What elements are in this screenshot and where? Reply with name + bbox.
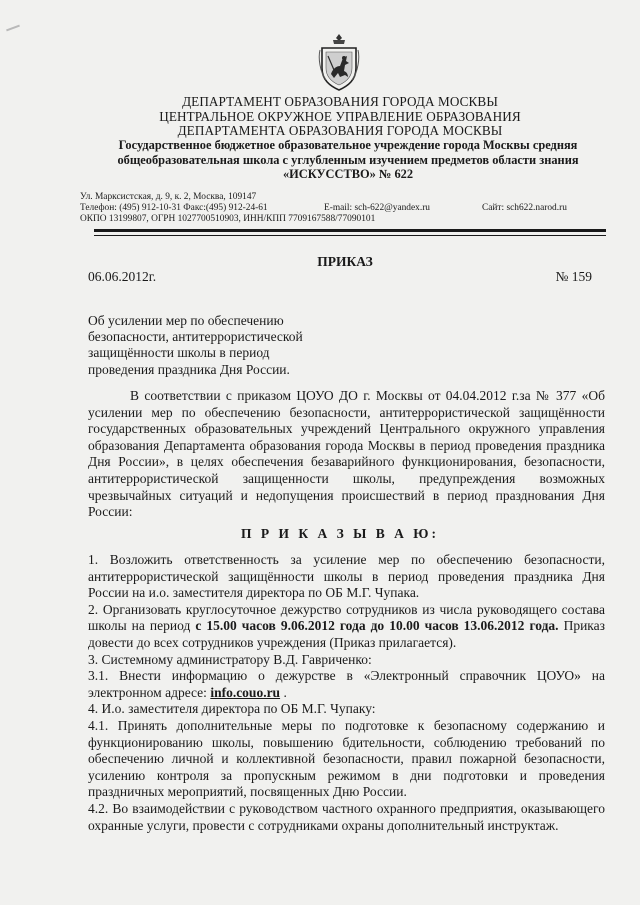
document-subject xyxy=(88,313,318,378)
item-2 xyxy=(88,602,605,652)
header-line-3: ДЕПАРТАМЕНТА ОБРАЗОВАНИЯ ГОРОДА МОСКВЫ xyxy=(177,123,503,138)
info-couo-link[interactable]: info.couo.ru xyxy=(210,684,281,700)
moscow-coat-of-arms-icon xyxy=(318,32,360,92)
item-2-text-end: Приказ довести до всех сотрудников учреждения (Приказ прилагается). xyxy=(88,618,605,650)
header-divider-thick xyxy=(94,229,606,232)
order-heading: П Р И К А З Ы В А Ю: xyxy=(241,526,439,541)
order-items xyxy=(88,552,605,834)
phone-row xyxy=(80,203,580,214)
scan-mark xyxy=(6,25,20,32)
registration-codes: ОКПО 13199807, ОГРН 1027700510903, ИНН/КПП 7709167588/77090101 xyxy=(80,214,376,224)
document-number: № 159 xyxy=(555,269,592,284)
address: Ул. Марксистская, д. 9, к. 2, Москва, 109147 xyxy=(80,192,257,202)
subject-line-3: защищённости школы в период xyxy=(88,345,270,361)
school-name-line-3: «ИСКУССТВО» № 622 xyxy=(282,167,414,181)
phone-fax: Телефон: (495) 912-10-31 Факс:(495) 912-24-61 xyxy=(80,203,268,213)
subject-line-1: Об усилении мер по обеспечению xyxy=(88,313,284,328)
item-2-text: 2. Организовать круглосуточное дежурство сотрудников из числа руководящего состава школы на период xyxy=(88,601,605,634)
item-2-period: с 15.00 часов 9.06.2012 года до 10.00 часов 13.06.2012 года. xyxy=(195,618,559,634)
subject-line-2: безопасности, антитеррористической xyxy=(88,329,303,345)
header-divider-thin xyxy=(94,235,606,236)
item-4-1: 4.1. Принять дополнительные меры по подготовке к безопасному содержанию и функционированию школы, повышению бдительности, соблюдению требований по обеспечению личной и коллективной безопасности, правил пожарной безопасности, усилению контроля за пропускным режимом в дни подготовки и проведения праздничных мероприятий, посвященных Дню России. xyxy=(88,717,605,800)
email: E-mail: sch-622@yandex.ru xyxy=(324,203,430,213)
school-name xyxy=(108,138,588,182)
header-line-2: ЦЕНТРАЛЬНОЕ ОКРУЖНОЕ УПРАВЛЕНИЕ ОБРАЗОВАНИЯ xyxy=(159,109,521,124)
item-4: 4. И.о. заместителя директора по ОБ М.Г. Чупаку: xyxy=(88,701,376,717)
subject-line-4: проведения праздника Дня России. xyxy=(88,361,290,377)
school-name-line-1: Государственное бюджетное образовательное учреждение города Москвы средняя xyxy=(118,138,578,152)
website: Сайт: sch622.narod.ru xyxy=(482,203,567,213)
item-4-2: 4.2. Во взаимодействии с руководством частного охранного предприятия, оказывающего охранные услуги, провести с сотрудниками охраны дополнительный инструктаж. xyxy=(88,800,605,833)
intro-paragraph: В соответствии с приказом ЦОУО ДО г. Москвы от 04.04.2012 г.за № 377 «Об усилении мер по обеспечению безопасности, антитеррористической защищённости государственных образовательных учреждений Центрального окружного управления образования Департамента образования города Москвы в период проведения праздника Дня России», в целях обеспечения безаварийного функционирования, безопасности, антитеррористической защищенности школы, предупреждения возможных чрезвычайных ситуаций и недопущения происшествий в период празднования Дня России: xyxy=(88,388,605,520)
header-line-1: ДЕПАРТАМЕНТ ОБРАЗОВАНИЯ ГОРОДА МОСКВЫ xyxy=(182,94,498,109)
item-3: 3. Системному администратору В.Д. Гавриченко: xyxy=(88,651,372,667)
document-date: 06.06.2012г. xyxy=(88,269,157,284)
school-name-line-2: общеобразовательная школа с углубленным изучением предметов области знания xyxy=(117,152,579,167)
item-3-1 xyxy=(88,668,605,701)
item-3-1-end: . xyxy=(280,684,287,700)
item-1: 1. Возложить ответственность за усиление мер по обеспечению безопасности, антитеррористической защищённости школы в период проведения праздника Дня России на и.о. заместителя директора по ОБ М.Г. Чупака. xyxy=(88,552,605,601)
document-title: ПРИКАЗ xyxy=(317,254,373,269)
item-3-1-text: 3.1. Внести информацию о дежурстве в «Электронный справочник ЦОУО» на электронном адресе: xyxy=(88,668,605,700)
contact-block xyxy=(80,192,580,225)
